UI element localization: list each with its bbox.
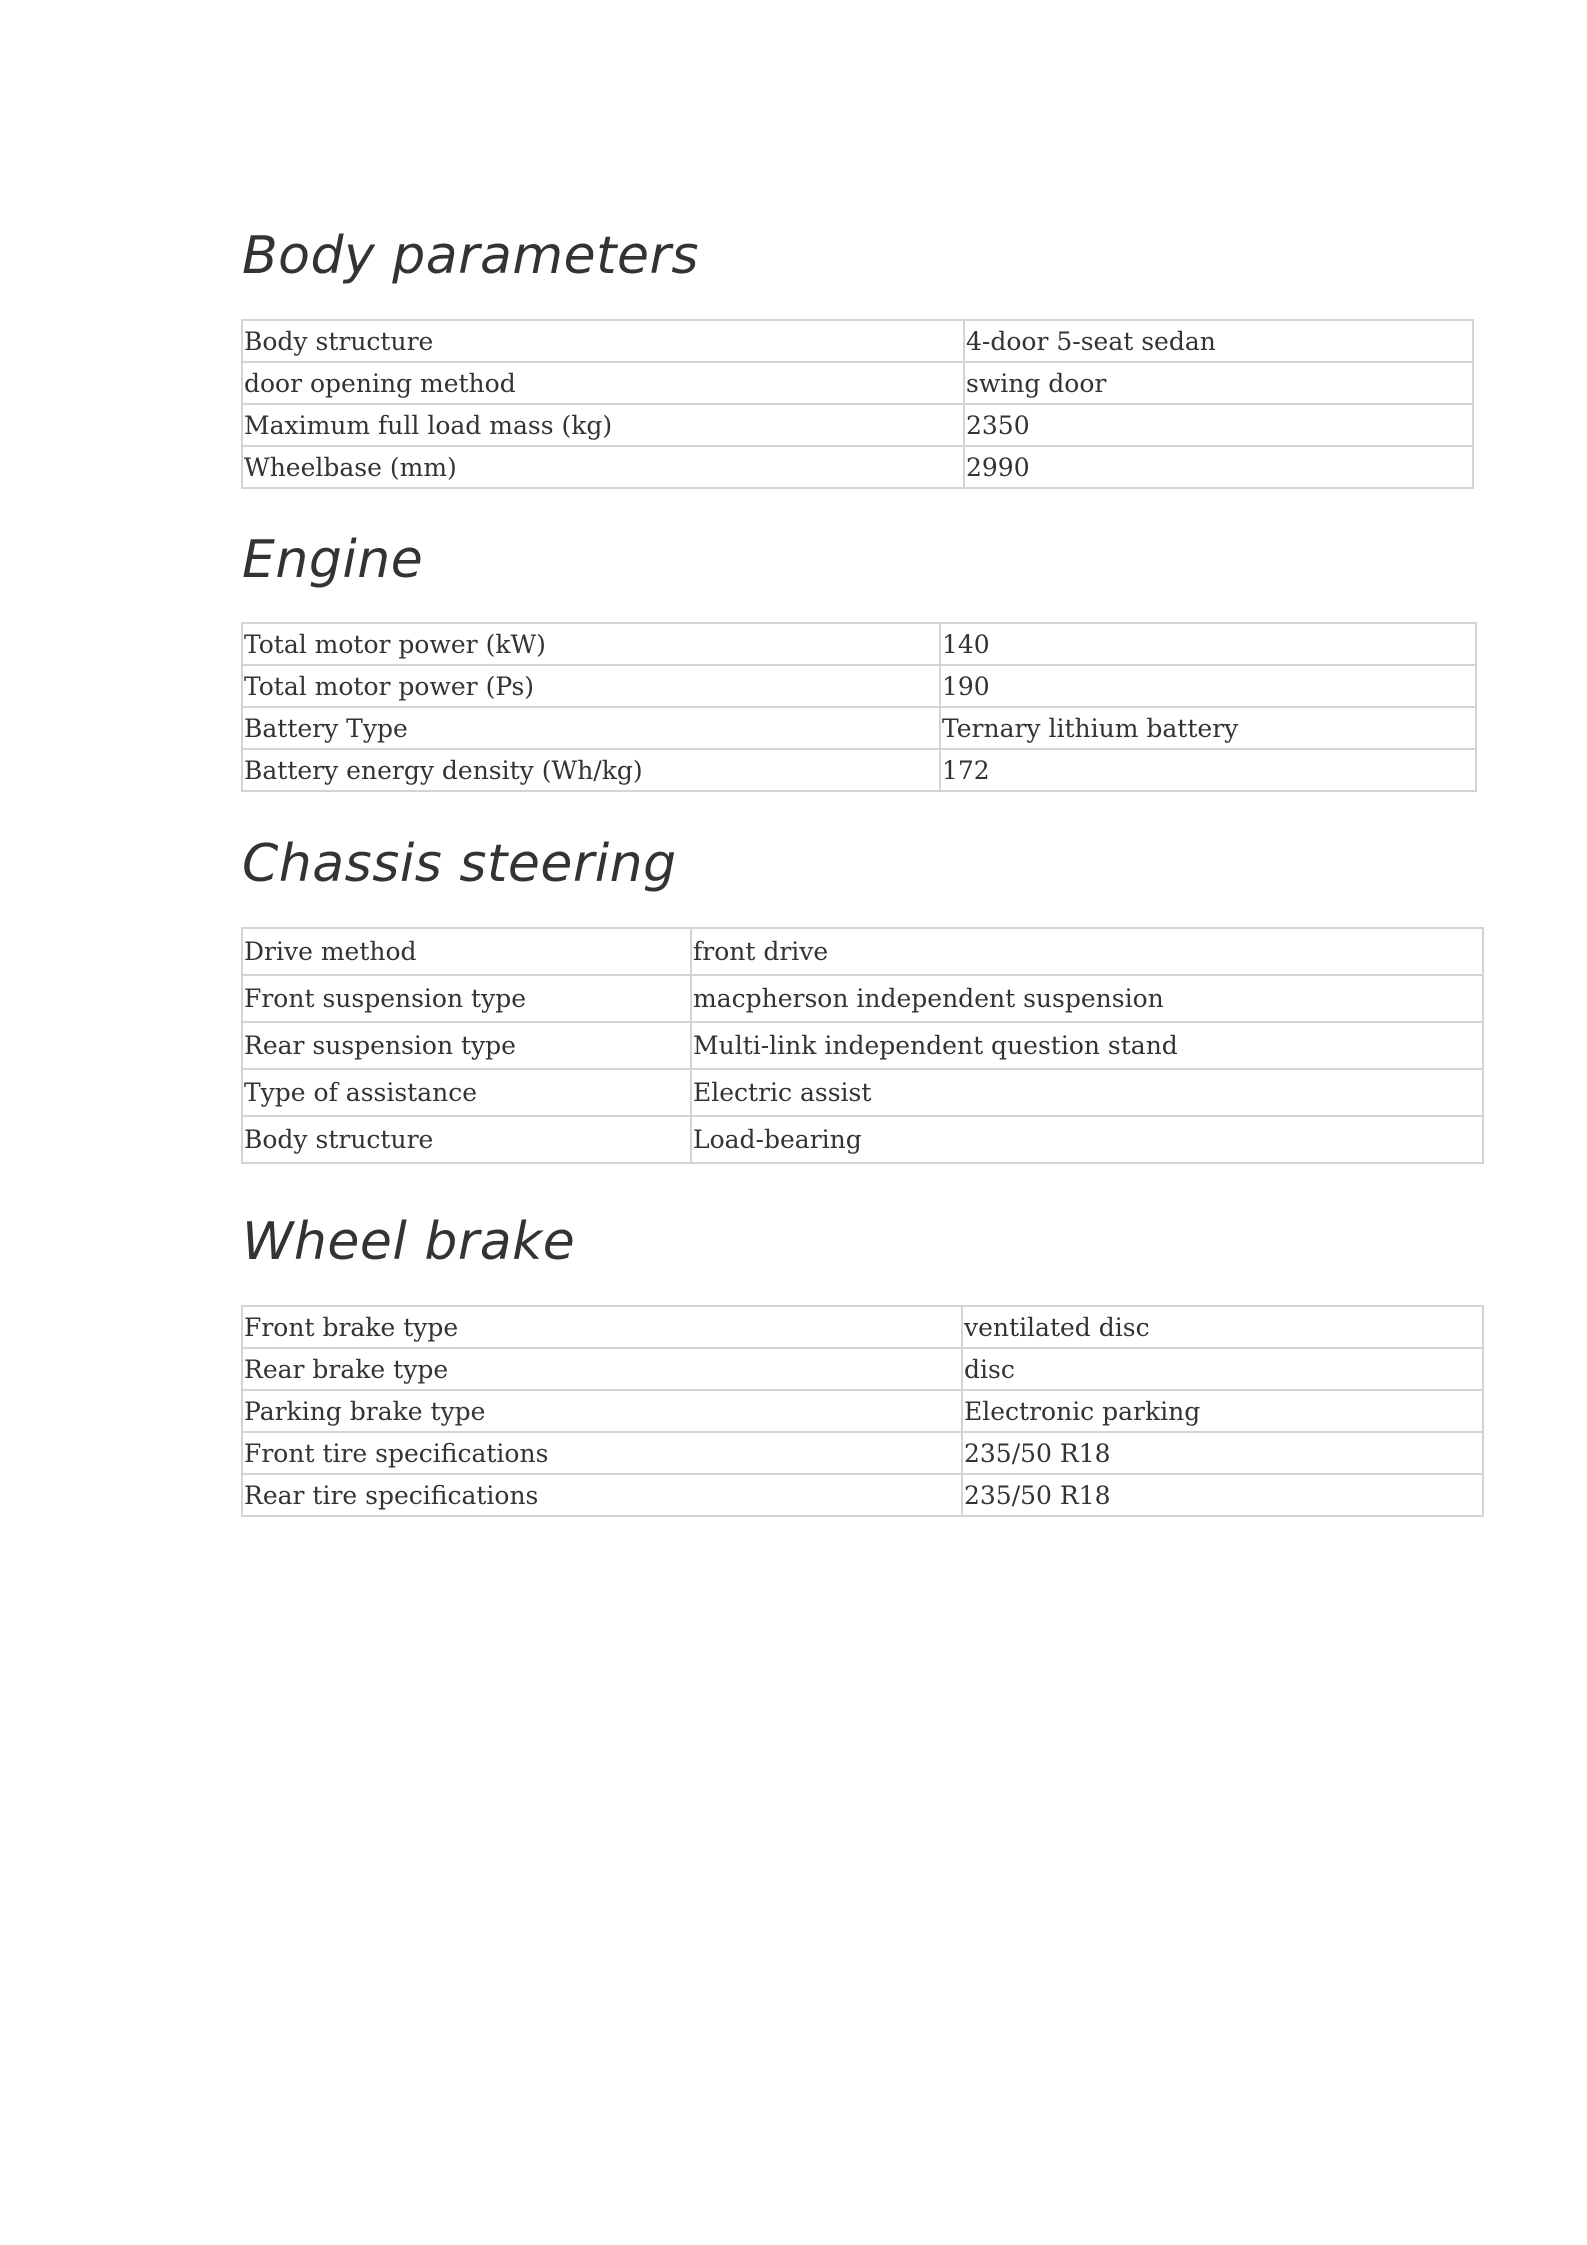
row-value: 172 [940, 749, 1476, 791]
table-row [242, 975, 1483, 1022]
row-value: 2350 [964, 404, 1473, 446]
row-value: Electric assist [691, 1069, 1483, 1116]
section-title-wheel-brake: Wheel brake [242, 1212, 576, 1272]
table-row [242, 623, 1476, 665]
row-label: Drive method [242, 928, 691, 975]
engine-table [241, 622, 1477, 792]
row-value: front drive [691, 928, 1483, 975]
row-label: Type of assistance [242, 1069, 691, 1116]
table-row [242, 446, 1473, 488]
table-row [242, 1348, 1483, 1390]
row-label: door opening method [242, 362, 964, 404]
table-row [242, 320, 1473, 362]
row-label: Total motor power (Ps) [242, 665, 940, 707]
row-label: Battery energy density (Wh/kg) [242, 749, 940, 791]
row-value: 190 [940, 665, 1476, 707]
row-label: Front tire specifications [242, 1432, 962, 1474]
row-value: swing door [964, 362, 1473, 404]
row-label: Front brake type [242, 1306, 962, 1348]
chassis-steering-table [241, 927, 1484, 1164]
table-row [242, 749, 1476, 791]
row-label: Wheelbase (mm) [242, 446, 964, 488]
table-row [242, 1022, 1483, 1069]
row-value: Load-bearing [691, 1116, 1483, 1163]
table-row [242, 1390, 1483, 1432]
row-label: Rear brake type [242, 1348, 962, 1390]
row-label: Front suspension type [242, 975, 691, 1022]
row-label: Rear suspension type [242, 1022, 691, 1069]
row-label: Maximum full load mass (kg) [242, 404, 964, 446]
table-row [242, 1116, 1483, 1163]
row-label: Battery Type [242, 707, 940, 749]
row-label: Parking brake type [242, 1390, 962, 1432]
section-title-engine: Engine [242, 530, 424, 590]
row-label: Total motor power (kW) [242, 623, 940, 665]
table-row [242, 928, 1483, 975]
row-value: Multi-link independent question stand [691, 1022, 1483, 1069]
row-label: Body structure [242, 320, 964, 362]
row-label: Rear tire specifications [242, 1474, 962, 1516]
table-row [242, 362, 1473, 404]
body-parameters-table [241, 319, 1474, 489]
table-row [242, 665, 1476, 707]
section-title-chassis-steering: Chassis steering [242, 834, 677, 894]
row-label: Body structure [242, 1116, 691, 1163]
row-value: ventilated disc [962, 1306, 1483, 1348]
row-value: disc [962, 1348, 1483, 1390]
section-title-body-parameters: Body parameters [242, 226, 699, 286]
table-row [242, 707, 1476, 749]
row-value: 2990 [964, 446, 1473, 488]
row-value: 140 [940, 623, 1476, 665]
row-value: 235/50 R18 [962, 1474, 1483, 1516]
table-row [242, 1069, 1483, 1116]
row-value: Electronic parking [962, 1390, 1483, 1432]
table-row [242, 1432, 1483, 1474]
table-row [242, 404, 1473, 446]
row-value: Ternary lithium battery [940, 707, 1476, 749]
row-value: macpherson independent suspension [691, 975, 1483, 1022]
row-value: 235/50 R18 [962, 1432, 1483, 1474]
wheel-brake-table [241, 1305, 1484, 1517]
table-row [242, 1474, 1483, 1516]
table-row [242, 1306, 1483, 1348]
row-value: 4-door 5-seat sedan [964, 320, 1473, 362]
